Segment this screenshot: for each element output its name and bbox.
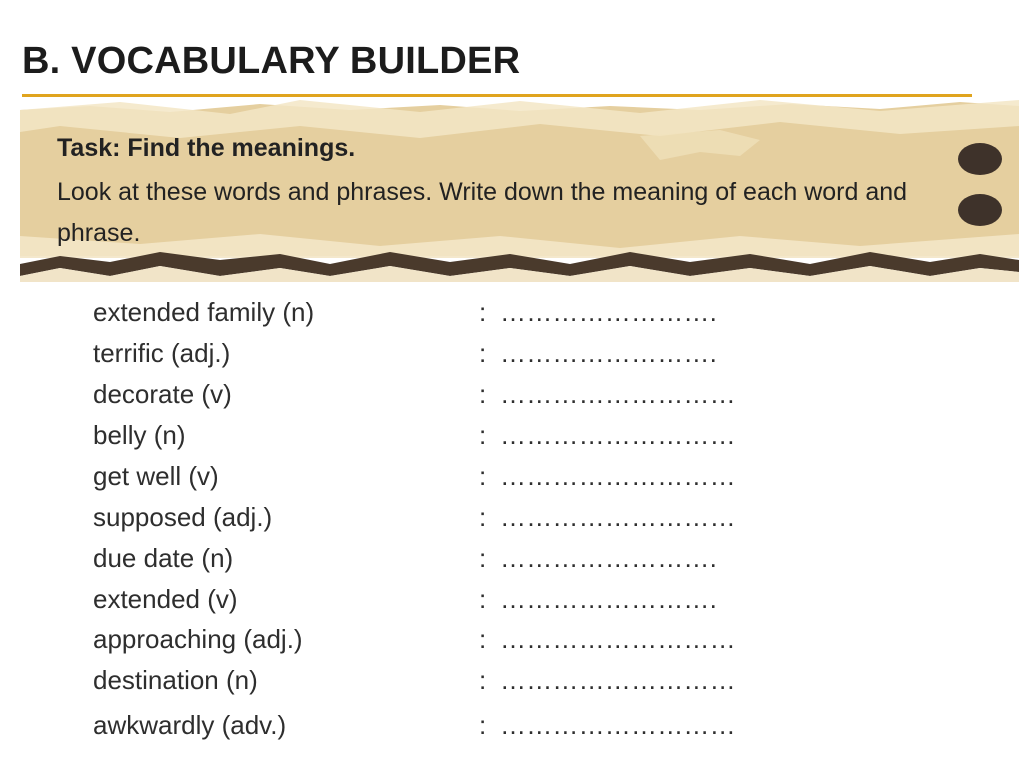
vocab-separator: : [479, 710, 487, 740]
vocab-row-extended-family [0, 297, 1019, 333]
task-instructions: Look at these words and phrases. Write down the meaning of each word and phrase. [57, 178, 908, 247]
vocab-term: get well (v) [93, 461, 219, 491]
vocab-answer-blank[interactable]: ……………………… [500, 420, 736, 450]
vocab-row-decorate [0, 379, 1019, 415]
vocab-term: extended family (n) [93, 297, 315, 327]
vocab-separator: : [479, 461, 487, 491]
vocab-row-terrific [0, 338, 1019, 374]
vocab-answer-blank[interactable]: ……………………… [500, 665, 736, 695]
vocab-separator: : [479, 543, 487, 573]
vocab-separator: : [479, 338, 487, 368]
vocab-term: due date (n) [93, 543, 234, 573]
vocab-row-get-well [0, 461, 1019, 497]
vocab-answer-blank[interactable]: ……………………… [500, 502, 736, 532]
vocab-separator: : [479, 379, 487, 409]
section-title: B. VOCABULARY BUILDER [22, 40, 521, 82]
vocab-row-approaching [0, 624, 1019, 660]
task-heading: Task: Find the meanings. [57, 134, 356, 162]
vocab-term: extended (v) [93, 584, 238, 614]
vocab-term: approaching (adj.) [93, 624, 303, 654]
vocab-term: supposed (adj.) [93, 502, 273, 532]
vocab-term: belly (n) [93, 420, 186, 450]
vocab-separator: : [479, 297, 487, 327]
vocab-term: terrific (adj.) [93, 338, 231, 368]
vocab-separator: : [479, 420, 487, 450]
vocab-separator: : [479, 665, 487, 695]
vocab-answer-blank[interactable]: ……………………… [500, 624, 736, 654]
vocab-answer-blank[interactable]: ……………………. [500, 584, 718, 614]
vocab-answer-blank[interactable]: ……………………… [500, 710, 736, 740]
vocab-answer-blank[interactable]: ……………………. [500, 297, 718, 327]
vocab-separator: : [479, 502, 487, 532]
vocab-row-destination [0, 665, 1019, 701]
vocab-term: awkwardly (adv.) [93, 710, 287, 740]
vocab-row-due-date [0, 543, 1019, 579]
vocab-row-belly [0, 420, 1019, 456]
vocab-answer-blank[interactable]: ……………………. [500, 338, 718, 368]
vocab-answer-blank[interactable]: ……………………. [500, 543, 718, 573]
vocab-term: destination (n) [93, 665, 258, 695]
vocab-row-supposed [0, 502, 1019, 538]
vocab-separator: : [479, 584, 487, 614]
vocab-answer-blank[interactable]: ……………………… [500, 461, 736, 491]
vocab-row-awkwardly [0, 710, 1019, 746]
vocab-separator: : [479, 624, 487, 654]
vocab-answer-blank[interactable]: ……………………… [500, 379, 736, 409]
vocab-row-extended [0, 584, 1019, 620]
vocab-term: decorate (v) [93, 379, 232, 409]
